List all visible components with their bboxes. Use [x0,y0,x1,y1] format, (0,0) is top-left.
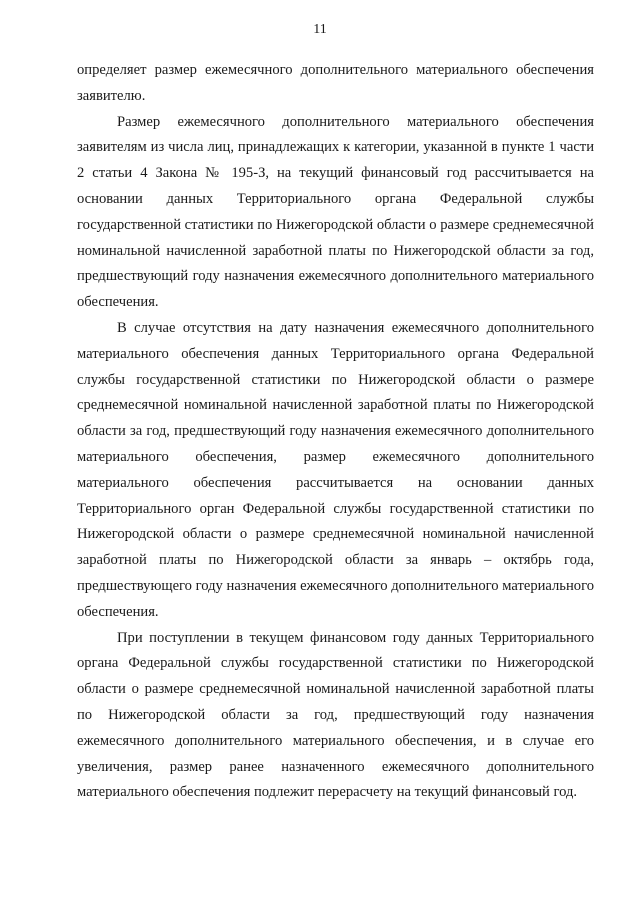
paragraph-absence-of-data: В случае отсутствия на дату назначения ежемесячного дополнительного материального обеспечения данных Территориального органа Федеральной службы государственной статистики по Нижегородской области о размере среднемесячной номинальной начисленной заработной платы по Нижегородской области за год, предшествующий году назначения ежемесячного дополнительного материального обеспечения, размер ежемесячного дополнительного материального обеспечения рассчитывается на основании данных Территориального орган Федеральной службы государственной статистики по Нижегородской области о размере среднемесячной номинальной начисленной заработной платы по Нижегородской области за январь – октябрь года, предшествующего году назначения ежемесячного дополнительного материального обеспечения. [77,319,594,620]
paragraph-category-calculation: Размер ежемесячного дополнительного материального обеспечения заявителям из числа лиц, принадлежащих к категории, указанной в пункте 1 части 2 статьи 4 Закона № 195-З, на текущий финансовый год рассчитывается на основании данных Территориального органа Федеральной службы государственной статистики по Нижегородской области о размере среднемесячной номинальной начисленной заработной платы по Нижегородской области за год, предшествующий году назначения ежемесячного дополнительного материального обеспечения. [77,113,594,311]
document-body [77,58,594,806]
paragraph-continuation: определяет размер ежемесячного дополнительного материального обеспечения заявителю. [77,62,594,104]
paragraph-recalculation: При поступлении в текущем финансовом году данных Территориального органа Федеральной службы государственной статистики по Нижегородской области о размере среднемесячной номинальной начисленной заработной платы по Нижегородской области за год, предшествующий году назначения ежемесячного дополнительного материального обеспечения, и в случае его увеличения, размер ранее назначенного ежемесячного дополнительного материального обеспечения подлежит перерасчету на текущий финансовый год. [77,629,594,801]
page-number: 11 [313,22,327,37]
